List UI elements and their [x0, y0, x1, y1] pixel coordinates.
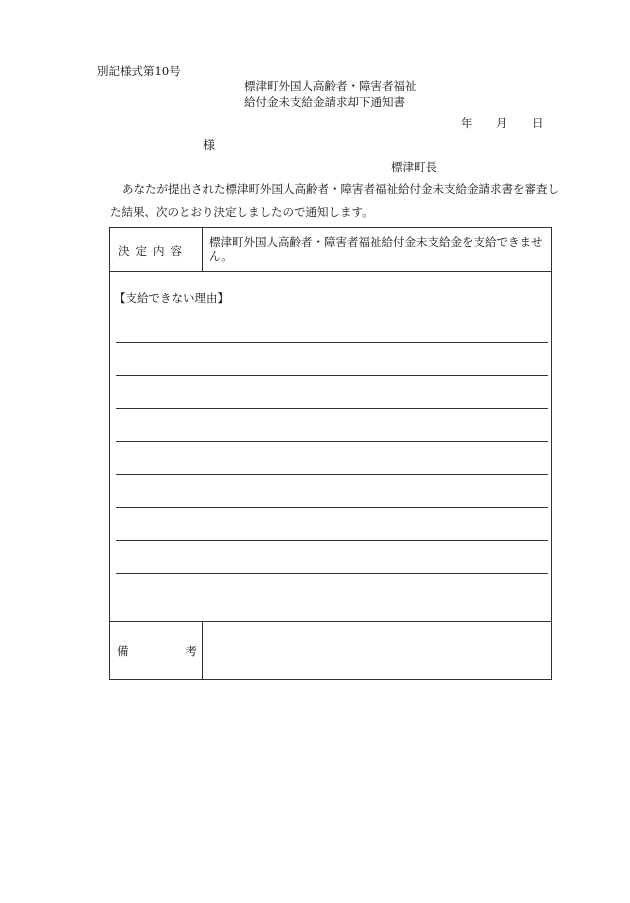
- decision-label: 決定内容: [118, 244, 188, 258]
- remarks-label-char-2: 考: [185, 644, 197, 658]
- decision-form-table: [109, 227, 552, 680]
- reason-rule-line: [116, 507, 548, 508]
- body-text-line-2: た結果、次のとおり決定しましたので通知します。: [110, 205, 374, 219]
- reason-heading: 【支給できない理由】: [114, 291, 229, 305]
- issuer-name: 標津町長: [391, 160, 437, 174]
- remarks-label-cell: [110, 622, 203, 679]
- reason-area: [110, 272, 551, 622]
- remarks-row: [110, 622, 551, 679]
- decision-row: [110, 228, 551, 272]
- form-number: 別記様式第10号: [97, 64, 181, 78]
- reason-rule-line: [116, 474, 548, 475]
- decision-value: 標津町外国人高齢者・障害者福祉給付金未支給金を支給できません。: [209, 235, 543, 263]
- reason-rule-line: [116, 375, 548, 376]
- remarks-label: [117, 643, 197, 659]
- reason-rule-line: [116, 342, 548, 343]
- decision-label-cell: [110, 228, 203, 271]
- reason-rule-line: [116, 441, 548, 442]
- addressee-suffix: 様: [203, 138, 216, 152]
- date-day-label: 日: [532, 116, 544, 130]
- date-year-label: 年: [461, 116, 473, 130]
- document-title-line-2: 給付金未支給金請求却下通知書: [244, 95, 405, 109]
- reason-rule-line: [116, 540, 548, 541]
- document-title-line-1: 標津町外国人高齢者・障害者福祉: [244, 79, 417, 93]
- remarks-label-char-1: 備: [117, 644, 129, 658]
- reason-rule-line: [116, 408, 548, 409]
- reason-rule-line: [116, 573, 548, 574]
- date-month-label: 月: [496, 116, 508, 130]
- body-text-line-1: あなたが提出された標津町外国人高齢者・障害者福祉給付金未支給金請求書を審査し: [122, 182, 559, 196]
